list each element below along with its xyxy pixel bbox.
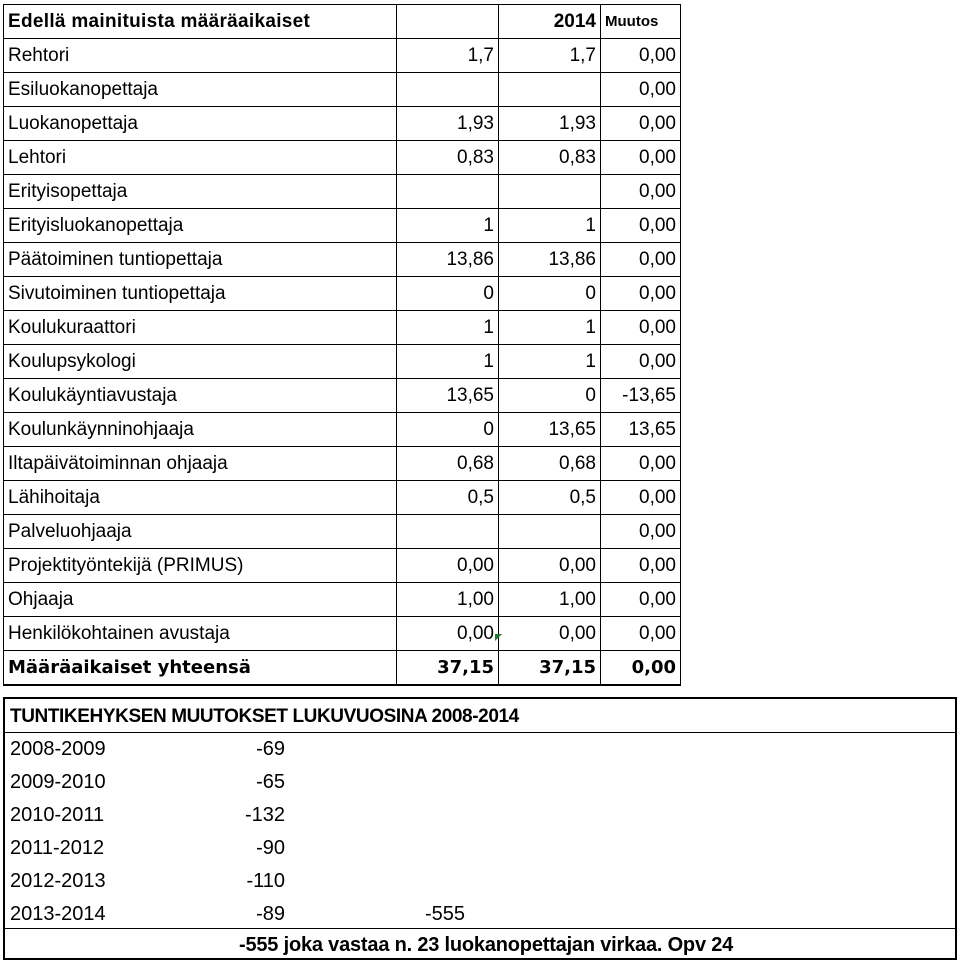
value-2014: 1 [499,311,601,345]
value-2014: 0 [499,277,601,311]
value-col1: 1,7 [397,39,499,73]
table-row [4,413,681,447]
row-label: Koulupsykologi [4,345,397,379]
table-row [4,345,681,379]
tuntikehys-box [3,697,957,960]
value-col1: 0 [397,277,499,311]
row-label: Päätoiminen tuntiopettaja [4,243,397,277]
value-col1: 0,5 [397,481,499,515]
year-label: 2008-2009 [10,738,106,760]
value-muutos: 0,00 [601,277,681,311]
footer-divider [5,928,955,929]
table-row [4,277,681,311]
table-row [4,141,681,175]
table-row [4,209,681,243]
row-label: Erityisluokanopettaja [4,209,397,243]
value-col1: 0,83 [397,141,499,175]
value-muutos: 0,00 [601,345,681,379]
change-value: -89 [256,903,285,925]
value-col1 [397,515,499,549]
table-row [4,549,681,583]
table-row [4,617,681,651]
value-muutos: 0,00 [601,39,681,73]
value-col1: 1,93 [397,107,499,141]
value-2014 [499,73,601,107]
header-2014: 2014 [499,5,601,39]
table-row [4,39,681,73]
tuntikehys-row [5,865,955,898]
row-label: Erityisopettaja [4,175,397,209]
row-label: Henkilökohtainen avustaja [4,617,397,651]
value-col1: 13,86 [397,243,499,277]
row-label: Iltapäivätoiminnan ohjaaja [4,447,397,481]
row-label: Sivutoiminen tuntiopettaja [4,277,397,311]
value-2014: 0,00 [499,617,601,651]
tuntikehys-title: TUNTIKEHYKSEN MUUTOKSET LUKUVUOSINA 2008-2014 [10,706,519,727]
value-col1: 1 [397,311,499,345]
table-row [4,583,681,617]
value-muutos: 0,00 [601,209,681,243]
year-label: 2009-2010 [10,771,106,793]
value-2014 [499,515,601,549]
value-col1 [397,73,499,107]
table-title: Edellä mainituista määräaikaiset [4,5,397,39]
table-row [4,175,681,209]
change-value: -90 [256,837,285,859]
value-col1: 1 [397,345,499,379]
value-muutos: 0,00 [601,175,681,209]
value-col1: 1 [397,209,499,243]
change-value: -132 [244,804,285,826]
tuntikehys-row [5,766,955,799]
table-row [4,73,681,107]
value-muutos: 0,00 [601,447,681,481]
row-label: Projektityöntekijä (PRIMUS) [4,549,397,583]
tuntikehys-row [5,799,955,832]
value-muutos: -13,65 [601,379,681,413]
total-row [4,651,681,686]
cumulative-total: -555 [425,903,466,925]
value-col1: 0,00 [397,549,499,583]
row-label: Lehtori [4,141,397,175]
row-label: Koulukäyntiavustaja [4,379,397,413]
table-row [4,107,681,141]
year-label: 2013-2014 [10,903,106,925]
temporary-staff-table [3,4,681,686]
cell-comment-marker [495,634,502,641]
value-col1: 0 [397,413,499,447]
value-muutos: 0,00 [601,243,681,277]
value-2014: 1,7 [499,39,601,73]
tuntikehys-row [5,832,955,865]
value-2014: 13,65 [499,413,601,447]
value-2014: 37,15 [499,651,601,686]
value-muutos: 0,00 [601,651,681,686]
row-label: Rehtori [4,39,397,73]
value-2014: 0,68 [499,447,601,481]
table-header-row [4,5,681,39]
change-value: -110 [246,870,285,892]
row-label: Ohjaaja [4,583,397,617]
value-2014: 1 [499,345,601,379]
table-row [4,447,681,481]
value-muutos: 0,00 [601,617,681,651]
row-label: Määräaikaiset yhteensä [4,651,397,686]
value-col1: 37,15 [397,651,499,686]
value-2014: 0,5 [499,481,601,515]
value-2014: 0,00 [499,549,601,583]
value-muutos: 0,00 [601,549,681,583]
value-muutos: 0,00 [601,141,681,175]
row-label: Lähihoitaja [4,481,397,515]
table-row [4,379,681,413]
table-row [4,243,681,277]
value-muutos: 0,00 [601,311,681,345]
value-muutos: 0,00 [601,515,681,549]
value-2014: 13,86 [499,243,601,277]
value-col1: 0,68 [397,447,499,481]
table-row [4,311,681,345]
row-label: Luokanopettaja [4,107,397,141]
year-label: 2011-2012 [10,837,105,859]
value-2014: 1,00 [499,583,601,617]
value-col1: 13,65 [397,379,499,413]
row-label: Palveluohjaaja [4,515,397,549]
header-muutos: Muutos [601,5,681,39]
tuntikehys-footer: -555 joka vastaa n. 23 luokanopettajan virkaa. Opv 24 [239,934,734,956]
table-row [4,481,681,515]
change-value: -69 [256,738,285,760]
value-muutos: 0,00 [601,107,681,141]
value-muutos: 0,00 [601,73,681,107]
value-2014: 1,93 [499,107,601,141]
value-muutos: 0,00 [601,481,681,515]
value-2014 [499,175,601,209]
value-2014: 0 [499,379,601,413]
year-label: 2010-2011 [10,804,105,826]
table-row [4,515,681,549]
tuntikehys-row [5,898,955,931]
value-col1: 1,00 [397,583,499,617]
value-2014: 0,83 [499,141,601,175]
row-label: Esiluokanopettaja [4,73,397,107]
row-label: Koulukuraattori [4,311,397,345]
header-empty-cell [397,5,499,39]
value-col1 [397,175,499,209]
value-col1: 0,00 [397,617,499,651]
value-muutos: 0,00 [601,583,681,617]
row-label: Koulunkäynninohjaaja [4,413,397,447]
value-muutos: 13,65 [601,413,681,447]
value-2014: 1 [499,209,601,243]
year-label: 2012-2013 [10,870,106,892]
tuntikehys-row [5,733,955,766]
change-value: -65 [256,771,285,793]
